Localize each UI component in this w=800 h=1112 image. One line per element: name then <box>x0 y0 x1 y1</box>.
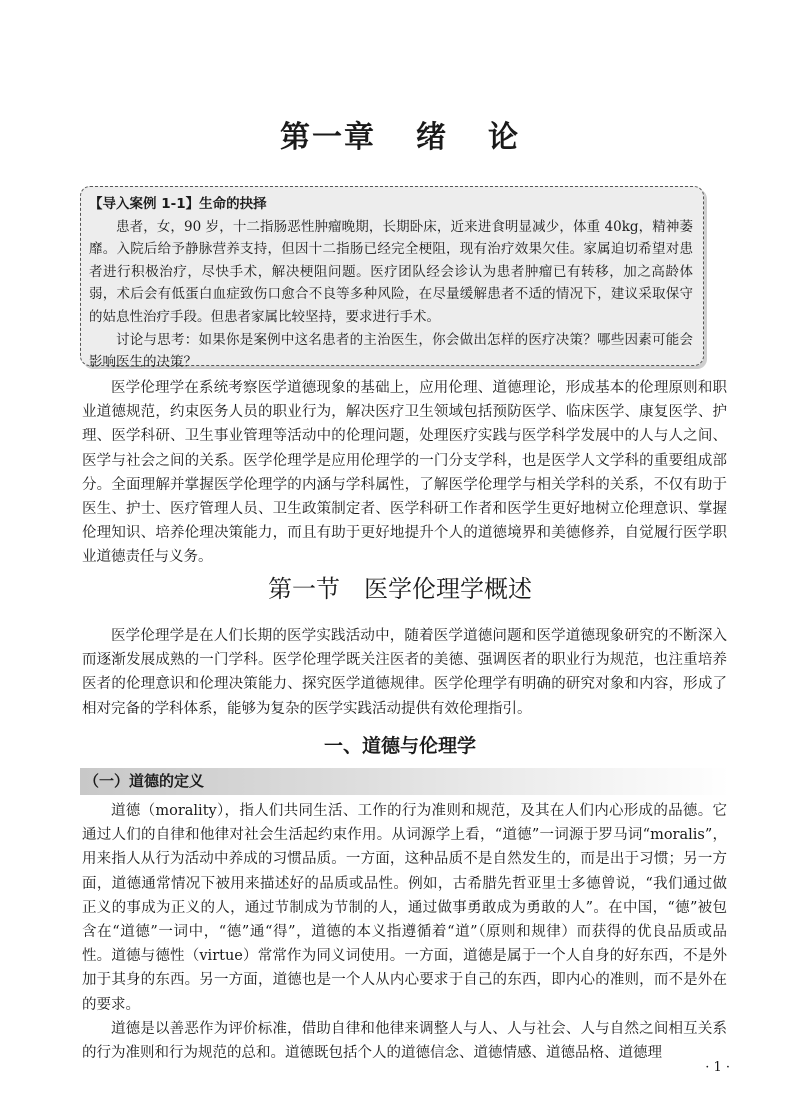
section-paragraph: 医学伦理学是在人们长期的医学实践活动中，随着医学道德问题和医学道德现象研究的不断深入而逐渐发展成熟的一门学科。医学伦理学既关注医者的美德、强调医者的职业行为规范，也注重培养医者的伦理意识和伦理决策能力、探究医学道德规律。医学伦理学有明确的研究对象和内容，形成了相对完备的学科体系，能够为复杂的医学实践活动提供有效伦理指引。 <box>82 628 727 717</box>
page-number: · 1 · <box>705 1060 730 1075</box>
case-discussion: 讨论与思考：如果你是案例中这名患者的主治医生，你会做出怎样的医疗决策？哪些因素可能会影响医生的决策？ <box>89 331 693 371</box>
chapter-title-char-1: 绪 <box>416 120 448 155</box>
chapter-title-char-2: 论 <box>488 120 520 155</box>
case-paragraph: 患者，女，90 岁，十二指肠恶性肿瘤晚期，长期卧床，近来进食明显减少，体重 40kg，精神萎靡。入院后给予静脉营养支持，但因十二指肠已经完全梗阻，现有治疗效果欠佳。家属迫切希望对患者进行积极治疗，尽快手术，解决梗阻问题。医疗团队经会诊认为患者肿瘤已有转移，加之高龄体弱，术后会有低蛋白血症致伤口愈合不良等多种风险，在尽量缓解患者不适的情况下，建议采取保守的姑息性治疗手段。但患者家属比较坚持，要求进行手术。 <box>89 218 693 325</box>
subsection-title: 一、道德与伦理学 <box>323 735 476 757</box>
intro-text <box>82 376 727 570</box>
definition-text <box>82 799 727 1065</box>
case-study-box <box>80 186 704 371</box>
case-title: 【导入案例 1-1】生命的抉择 <box>89 196 267 212</box>
intro-paragraph: 医学伦理学在系统考察医学道德现象的基础上，应用伦理、道德理论，形成基本的伦理原则和职业道德规范，约束医务人员的职业行为，解决医疗卫生领域包括预防医学、临床医学、康复医学、护理、医学科研、卫生事业管理等活动中的伦理问题，处理医疗实践与医学科学发展中的人与人之间、医学与社会之间的关系。医学伦理学是应用伦理学的一门分支学科，也是医学人文学科的重要组成部分。全面理解并掌握医学伦理学的内涵与学科属性，了解医学伦理学与相关学科的关系，不仅有助于医生、护士、医疗管理人员、卫生政策制定者、医学科研工作者和医学生更好地树立伦理意识、掌握伦理知识、培养伦理决策能力，而且有助于更好地提升个人的道德境界和美德修养，自觉履行医学职业道德责任与义务。 <box>82 380 727 566</box>
section-title: 第一节 医学伦理学概述 <box>268 575 532 603</box>
subsubsection-title: （一）道德的定义 <box>80 768 730 795</box>
chapter-label: 第一章 <box>280 120 376 155</box>
definition-paragraph-1: 道德（morality），指人们共同生活、工作的行为准则和规范，及其在人们内心形成的品德。它通过人们的自律和他律对社会生活起约束作用。从词源学上看，“道德”一词源于罗马词“moralis”，用来指人从行为活动中养成的习惯品质。一方面，这种品质不是自然发生的，而是出于习惯；另一方面，道德通常情况下被用来描述好的品质或品性。例如，古希腊先哲亚里士多德曾说，“我们通过做正义的事成为正义的人，通过节制成为节制的人，通过做事勇敢成为勇敢的人”。在中国，“德”被包含在“道德”一词中，“德”通“得”，道德的本义指遵循着“道”（原则和规律）而获得的优良品质或品性。道德与德性（virtue）常常作为同义词使用。一方面，道德是属于一个人自身的好东西，不是外加于其身的东西。另一方面，道德也是一个人从内心要求于自己的东西，即内心的准则，而不是外在的要求。 <box>82 803 727 1013</box>
chapter-title <box>0 112 800 156</box>
section-text <box>82 624 727 721</box>
definition-paragraph-2: 道德是以善恶作为评价标准，借助自律和他律来调整人与人、人与社会、人与自然之间相互关系的行为准则和行为规范的总和。道德既包括个人的道德信念、道德情感、道德品格、道德理 <box>82 1020 727 1062</box>
